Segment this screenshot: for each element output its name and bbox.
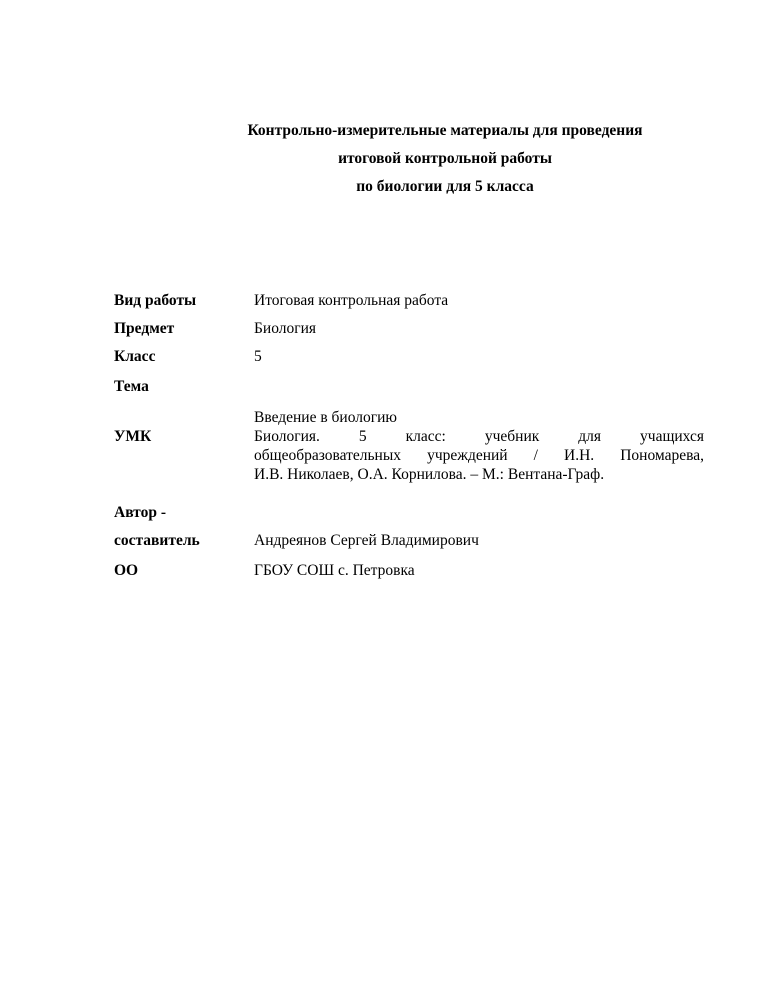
field-label-author-line-2: составитель bbox=[114, 532, 200, 549]
field-value-subject: Биология bbox=[254, 320, 317, 337]
document-title-line-3: по биологии для 5 класса bbox=[356, 178, 534, 195]
field-value-topic: Введение в биологию bbox=[254, 409, 397, 426]
field-label-umk: УМК bbox=[114, 428, 152, 445]
field-value-author: Андреянов Сергей Владимирович bbox=[254, 532, 479, 549]
umk-line-2: общеобразовательных учреждений / И.Н. Пономарева, bbox=[254, 447, 704, 464]
field-label-topic: Тема bbox=[114, 378, 149, 395]
umk-block bbox=[254, 408, 704, 484]
umk-line-3: И.В. Николаев, О.А. Корнилова. – М.: Вентана-Граф. bbox=[254, 466, 605, 483]
field-label-grade: Класс bbox=[114, 348, 156, 365]
document-title-line-1: Контрольно-измерительные материалы для проведения bbox=[247, 122, 643, 139]
field-label-subject: Предмет bbox=[114, 320, 175, 337]
field-label-work-type: Вид работы bbox=[114, 292, 197, 309]
document-title-line-2: итоговой контрольной работы bbox=[338, 150, 552, 167]
field-label-org: ОО bbox=[114, 562, 139, 579]
field-value-work-type: Итоговая контрольная работа bbox=[254, 292, 449, 309]
umk-line-1: Биология. 5 класс: учебник для учащихся bbox=[254, 428, 704, 445]
field-label-author-line-1: Автор - bbox=[114, 504, 166, 521]
field-value-grade: 5 bbox=[254, 348, 262, 365]
field-value-org: ГБОУ СОШ с. Петровка bbox=[254, 562, 415, 579]
